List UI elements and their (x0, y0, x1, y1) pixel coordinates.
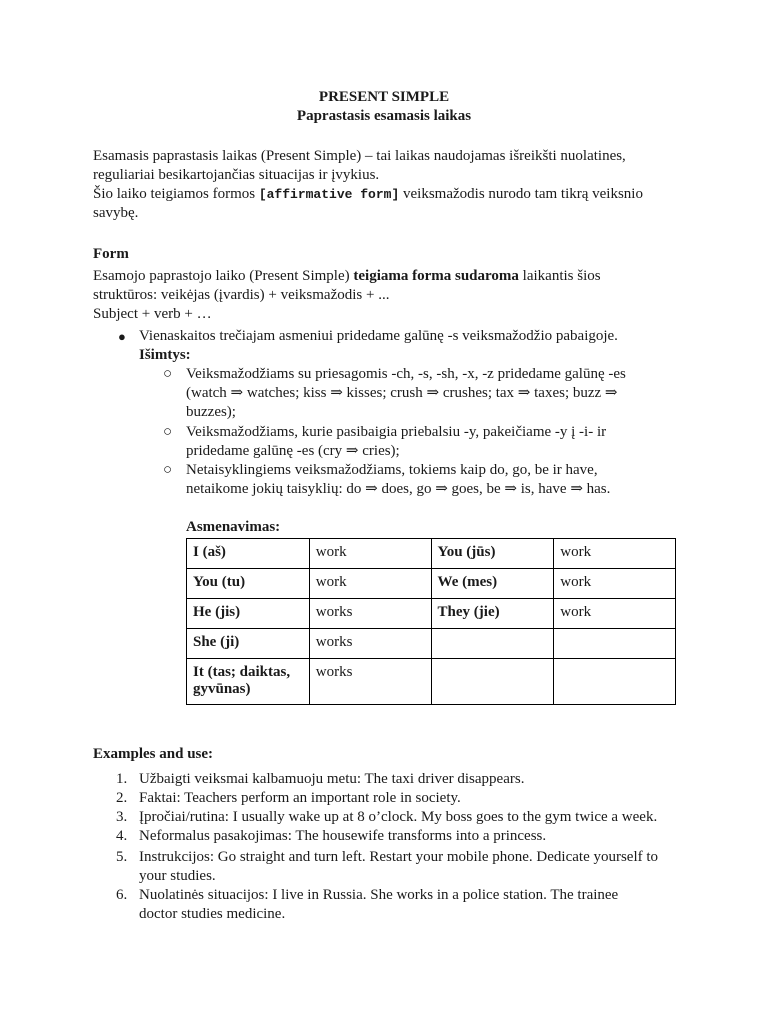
form-line: struktūros: veikėjas (įvardis) + veiksmažodis + ... (93, 287, 390, 303)
intro-line: savybę. (93, 205, 139, 221)
intro-paragraph (93, 147, 683, 223)
exceptions-label: Išimtys: (139, 347, 191, 363)
bullet-marker: ● (118, 329, 126, 344)
pronoun-cell: I (aš) (187, 539, 310, 569)
table-row (187, 659, 676, 705)
list-item (116, 808, 696, 827)
pronoun-cell (431, 659, 554, 705)
verb-cell: works (309, 599, 431, 629)
sub-bullet-marker: ○ (163, 366, 173, 382)
list-text: Įpročiai/rutina: I usually wake up at 8 o’clock. My boss goes to the gym twice a week. (139, 809, 658, 825)
list-number: 1. (116, 771, 128, 787)
form-heading: Form (93, 246, 129, 262)
table-row (187, 629, 676, 659)
intro-line: Esamasis paprastasis laikas (Present Simple) – tai laikas naudojamas išreikšti nuolatines, (93, 148, 626, 164)
intro-line (93, 185, 683, 204)
examples-heading: Examples and use: (93, 746, 214, 762)
list-number: 4. (116, 828, 128, 844)
sub-bullet-marker: ○ (163, 462, 173, 478)
list-item (116, 770, 696, 789)
list-text: Neformalus pasakojimas: The housewife transforms into a princess. (139, 828, 547, 844)
list-item (116, 789, 696, 808)
exception-line: (watch ⇒ watches; kiss ⇒ kisses; crush ⇒ crushes; tax ⇒ taxes; buzz ⇒ (186, 385, 618, 401)
exception-item (186, 423, 606, 461)
page-title: PRESENT SIMPLE (318, 89, 450, 105)
table-row (187, 599, 676, 629)
list-text: your studies. (139, 868, 216, 884)
conjugation-label: Asmenavimas: (186, 519, 281, 535)
pronoun-cell: She (ji) (187, 629, 310, 659)
form-line (93, 267, 683, 286)
conjugation-table (186, 538, 676, 705)
intro-text: Šio laiko teigiamos formos (93, 186, 259, 202)
verb-cell: work (554, 569, 676, 599)
affirmative-form-term: [affirmative form] (258, 187, 400, 202)
form-bold-term: teigiama forma sudaroma (353, 268, 519, 284)
list-number: 5. (116, 849, 128, 865)
pronoun-cell: It (tas; daiktas, gyvūnas) (187, 659, 310, 705)
list-item (116, 848, 696, 886)
list-text: Nuolatinės situacijos: I live in Russia. She works in a police station. The trainee (139, 887, 619, 903)
form-text: laikantis šios (518, 268, 601, 284)
form-text: Esamojo paprastojo laiko (Present Simple) (93, 268, 354, 284)
exception-item (186, 365, 626, 422)
verb-cell: work (309, 569, 431, 599)
intro-line: reguliariai besikartojančias situacijas ir įvykius. (93, 167, 380, 183)
pronoun-cell: He (jis) (187, 599, 310, 629)
exception-line: Veiksmažodžiams su priesagomis -ch, -s, -sh, -x, -z pridedame galūnę -es (186, 366, 626, 382)
page-subtitle: Paprastasis esamasis laikas (296, 108, 472, 124)
pronoun-cell: You (tu) (187, 569, 310, 599)
verb-cell: works (309, 629, 431, 659)
verb-cell: work (554, 539, 676, 569)
table-row (187, 539, 676, 569)
exception-line: netaikome jokių taisyklių: do ⇒ does, go ⇒ goes, be ⇒ is, have ⇒ has. (186, 481, 611, 497)
table-row (187, 569, 676, 599)
pronoun-cell: You (jūs) (431, 539, 554, 569)
list-item (116, 827, 696, 846)
exception-item (186, 461, 610, 499)
list-number: 3. (116, 809, 128, 825)
verb-cell (554, 629, 676, 659)
list-number: 2. (116, 790, 128, 806)
list-item (116, 886, 696, 924)
verb-cell: works (309, 659, 431, 705)
list-text: Instrukcijos: Go straight and turn left. Restart your mobile phone. Dedicate yourself to (139, 849, 659, 865)
pronoun-cell: We (mes) (431, 569, 554, 599)
exception-line: buzzes); (186, 404, 236, 420)
list-number: 6. (116, 887, 128, 903)
form-paragraph (93, 267, 683, 324)
list-text: Užbaigti veiksmai kalbamuoju metu: The taxi driver disappears. (139, 771, 525, 787)
sub-bullet-marker: ○ (163, 424, 173, 440)
list-text: Faktai: Teachers perform an important role in society. (139, 790, 461, 806)
exception-line: Netaisyklingiems veiksmažodžiams, tokiems kaip do, go, be ir have, (186, 462, 598, 478)
form-line: Subject + verb + … (93, 306, 212, 322)
list-text: doctor studies medicine. (139, 906, 286, 922)
pronoun-cell: They (jie) (431, 599, 554, 629)
exception-line: Veiksmažodžiams, kurie pasibaigia priebalsiu -y, pakeičiame -y į -i- ir (186, 424, 607, 440)
pronoun-cell (431, 629, 554, 659)
verb-cell (554, 659, 676, 705)
bullet-text: Vienaskaitos trečiajam asmeniui pridedame galūnę -s veiksmažodžio pabaigoje. (139, 328, 618, 344)
verb-cell: work (554, 599, 676, 629)
exception-line: pridedame galūnę -es (cry ⇒ cries); (186, 443, 400, 459)
verb-cell: work (309, 539, 431, 569)
intro-text: veiksmažodis nurodo tam tikrą veiksnio (399, 186, 643, 202)
